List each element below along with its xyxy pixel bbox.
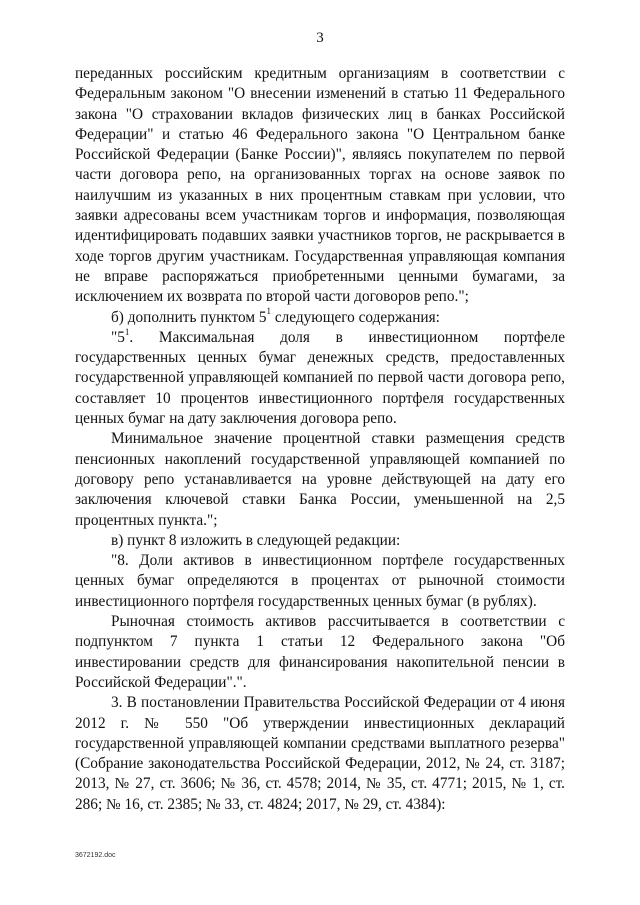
- paragraph-minimum-rate: Минимальное значение процентной ставки размещения средств пенсионных накоплений государственной управляющей компанией по договору репо устанавливается на уровне действующей на дату его заключения ключевой ставки Банка России, уменьшенной на 2,5 процентных пункта.";: [75, 430, 565, 529]
- footer-filename: 3672192.doc: [75, 852, 116, 859]
- superscript: 1: [124, 326, 130, 337]
- paragraph-text-before: б) дополнить пунктом 5: [111, 308, 267, 326]
- paragraph-market-value: Рыночная стоимость активов рассчитывается в соответствии с подпунктом 7 пункта 1 статьи 12 Федерального закона "Об инвестировании средств для финансирования накопительной пенсии в Российской Федерации".".: [75, 613, 565, 691]
- paragraph-clause-5-1: [75, 328, 565, 429]
- paragraph-item-8-intro: в) пункт 8 изложить в следующей редакции:: [111, 531, 401, 549]
- page-number: 3: [316, 30, 324, 46]
- paragraph-text-before: "5: [111, 328, 125, 346]
- paragraph-add-clause: [75, 308, 565, 328]
- paragraph-text-after: . Максимальная доля в инвестиционном портфеле государственных ценных бумаг денежных средств, предоставленных государственной управляющей компанией по первой части договора репо, составляет 10 процентов инвестиционного портфеля государственных ценных бумаг на дату заключения договора репо.: [75, 328, 565, 428]
- superscript: 1: [266, 306, 272, 317]
- paragraph-text-after: следующего содержания:: [271, 308, 440, 326]
- paragraph-continuation: переданных российским кредитным организациям в соответствии с Федеральным законом "О внесении изменений в статью 11 Федерального закона "О страховании вкладов физических лиц в банках Российской Федерации" и статью 46 Федерального закона "О Центральном банке Российской Федерации (Банке России)", являясь покупателем по первой части договора репо, на организованных торгах на основе заявок по наилучшим из указанных в них процентным ставкам при условии, что заявки адресованы всем участникам торгов и информация, позволяющая идентифицировать подавших заявки участников торгов, не раскрывается в ходе торгов другим участникам. Государственная управляющая компания не вправе распоряжаться приобретенными ценными бумагами, за исключением их возврата по второй части договоров репо.";: [75, 65, 565, 306]
- paragraph-item-3: 3. В постановлении Правительства Российской Федерации от 4 июня 2012 г. № 550 "Об утверждении инвестиционных деклараций государственной управляющей компании средствами выплатного резерва" (Собрание законодательства Российской Федерации, 2012, № 24, ст. 3187; 2013, № 27, ст. 3606; № 36, ст. 4578; 2014, № 35, ст. 4771; 2015, № 1, ст. 286; № 16, ст. 2385; № 33, ст. 4824; 2017, № 29, ст. 4384):: [75, 694, 565, 813]
- document-body: [75, 64, 565, 815]
- paragraph-clause-8: "8. Доли активов в инвестиционном портфеле государственных ценных бумаг определяются в процентах от рыночной стоимости инвестиционного портфеля государственных ценных бумаг (в рублях).: [75, 552, 565, 610]
